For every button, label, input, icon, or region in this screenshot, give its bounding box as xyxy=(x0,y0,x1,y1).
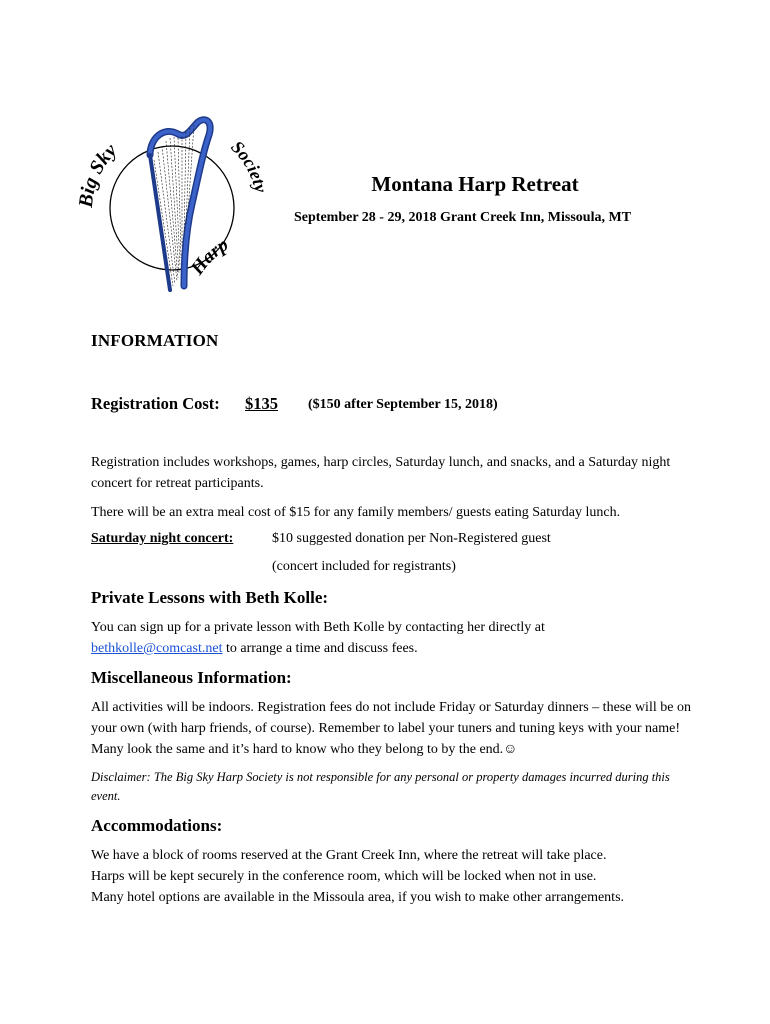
registration-cost-row xyxy=(91,394,498,414)
registration-cost-amount: $135 xyxy=(245,394,278,413)
misc-info-heading: Miscellaneous Information: xyxy=(91,668,292,687)
disclaimer-text: Disclaimer: The Big Sky Harp Society is not responsible for any personal or property damages incurred during this event. xyxy=(91,770,670,803)
page-title: Montana Harp Retreat xyxy=(371,172,579,196)
information-heading: INFORMATION xyxy=(91,331,219,350)
event-subtitle: September 28 - 29, 2018 Grant Creek Inn, Missoula, MT xyxy=(294,210,632,225)
accommodations-line-2: Harps will be kept securely in the conference room, which will be locked when not in use. xyxy=(91,869,597,884)
accommodations-heading: Accommodations: xyxy=(91,816,223,835)
accommodations-line-3: Many hotel options are available in the Missoula area, if you wish to make other arrangements. xyxy=(91,890,625,905)
email-link[interactable]: bethkolle@comcast.net xyxy=(91,641,223,656)
concert-included-text: (concert included for registrants) xyxy=(272,559,456,574)
concert-label: Saturday night concert: xyxy=(91,531,234,546)
accommodations-text xyxy=(91,845,691,908)
meal-cost-text: There will be an extra meal cost of $15 for any family members/ guests eating Saturday lunch. xyxy=(91,505,621,520)
logo-text-big-sky: Big Sky xyxy=(74,139,122,209)
private-lessons-heading: Private Lessons with Beth Kolle: xyxy=(91,588,329,607)
registration-includes-text: Registration includes workshops, games, harp circles, Saturday lunch, and snacks, and a Saturday night concert for retreat participants. xyxy=(91,455,671,491)
logo-text-society: Society xyxy=(227,136,272,195)
registration-cost-label: Registration Cost: xyxy=(91,394,220,413)
concert-donation-text: $10 suggested donation per Non-Registered guest xyxy=(272,531,551,546)
misc-info-text: All activities will be indoors. Registration fees do not include Friday or Saturday dinners – these will be on your own (with harp friends, of course). Remember to label your tuners and tuning keys with your name! Many look the same and it’s hard to know who they belong to by the end.☺ xyxy=(91,700,691,757)
private-lessons-text-after: to arrange a time and discuss fees. xyxy=(222,641,418,656)
registration-late-cost: ($150 after September 15, 2018) xyxy=(308,397,498,412)
private-lessons-text-before: You can sign up for a private lesson with Beth Kolle by contacting her directly at xyxy=(91,620,545,635)
accommodations-line-1: We have a block of rooms reserved at the Grant Creek Inn, where the retreat will take place. xyxy=(91,848,607,863)
private-lessons-text xyxy=(91,617,691,659)
big-sky-harp-society-logo xyxy=(72,108,272,298)
logo-text-harp: Harp xyxy=(186,234,233,279)
